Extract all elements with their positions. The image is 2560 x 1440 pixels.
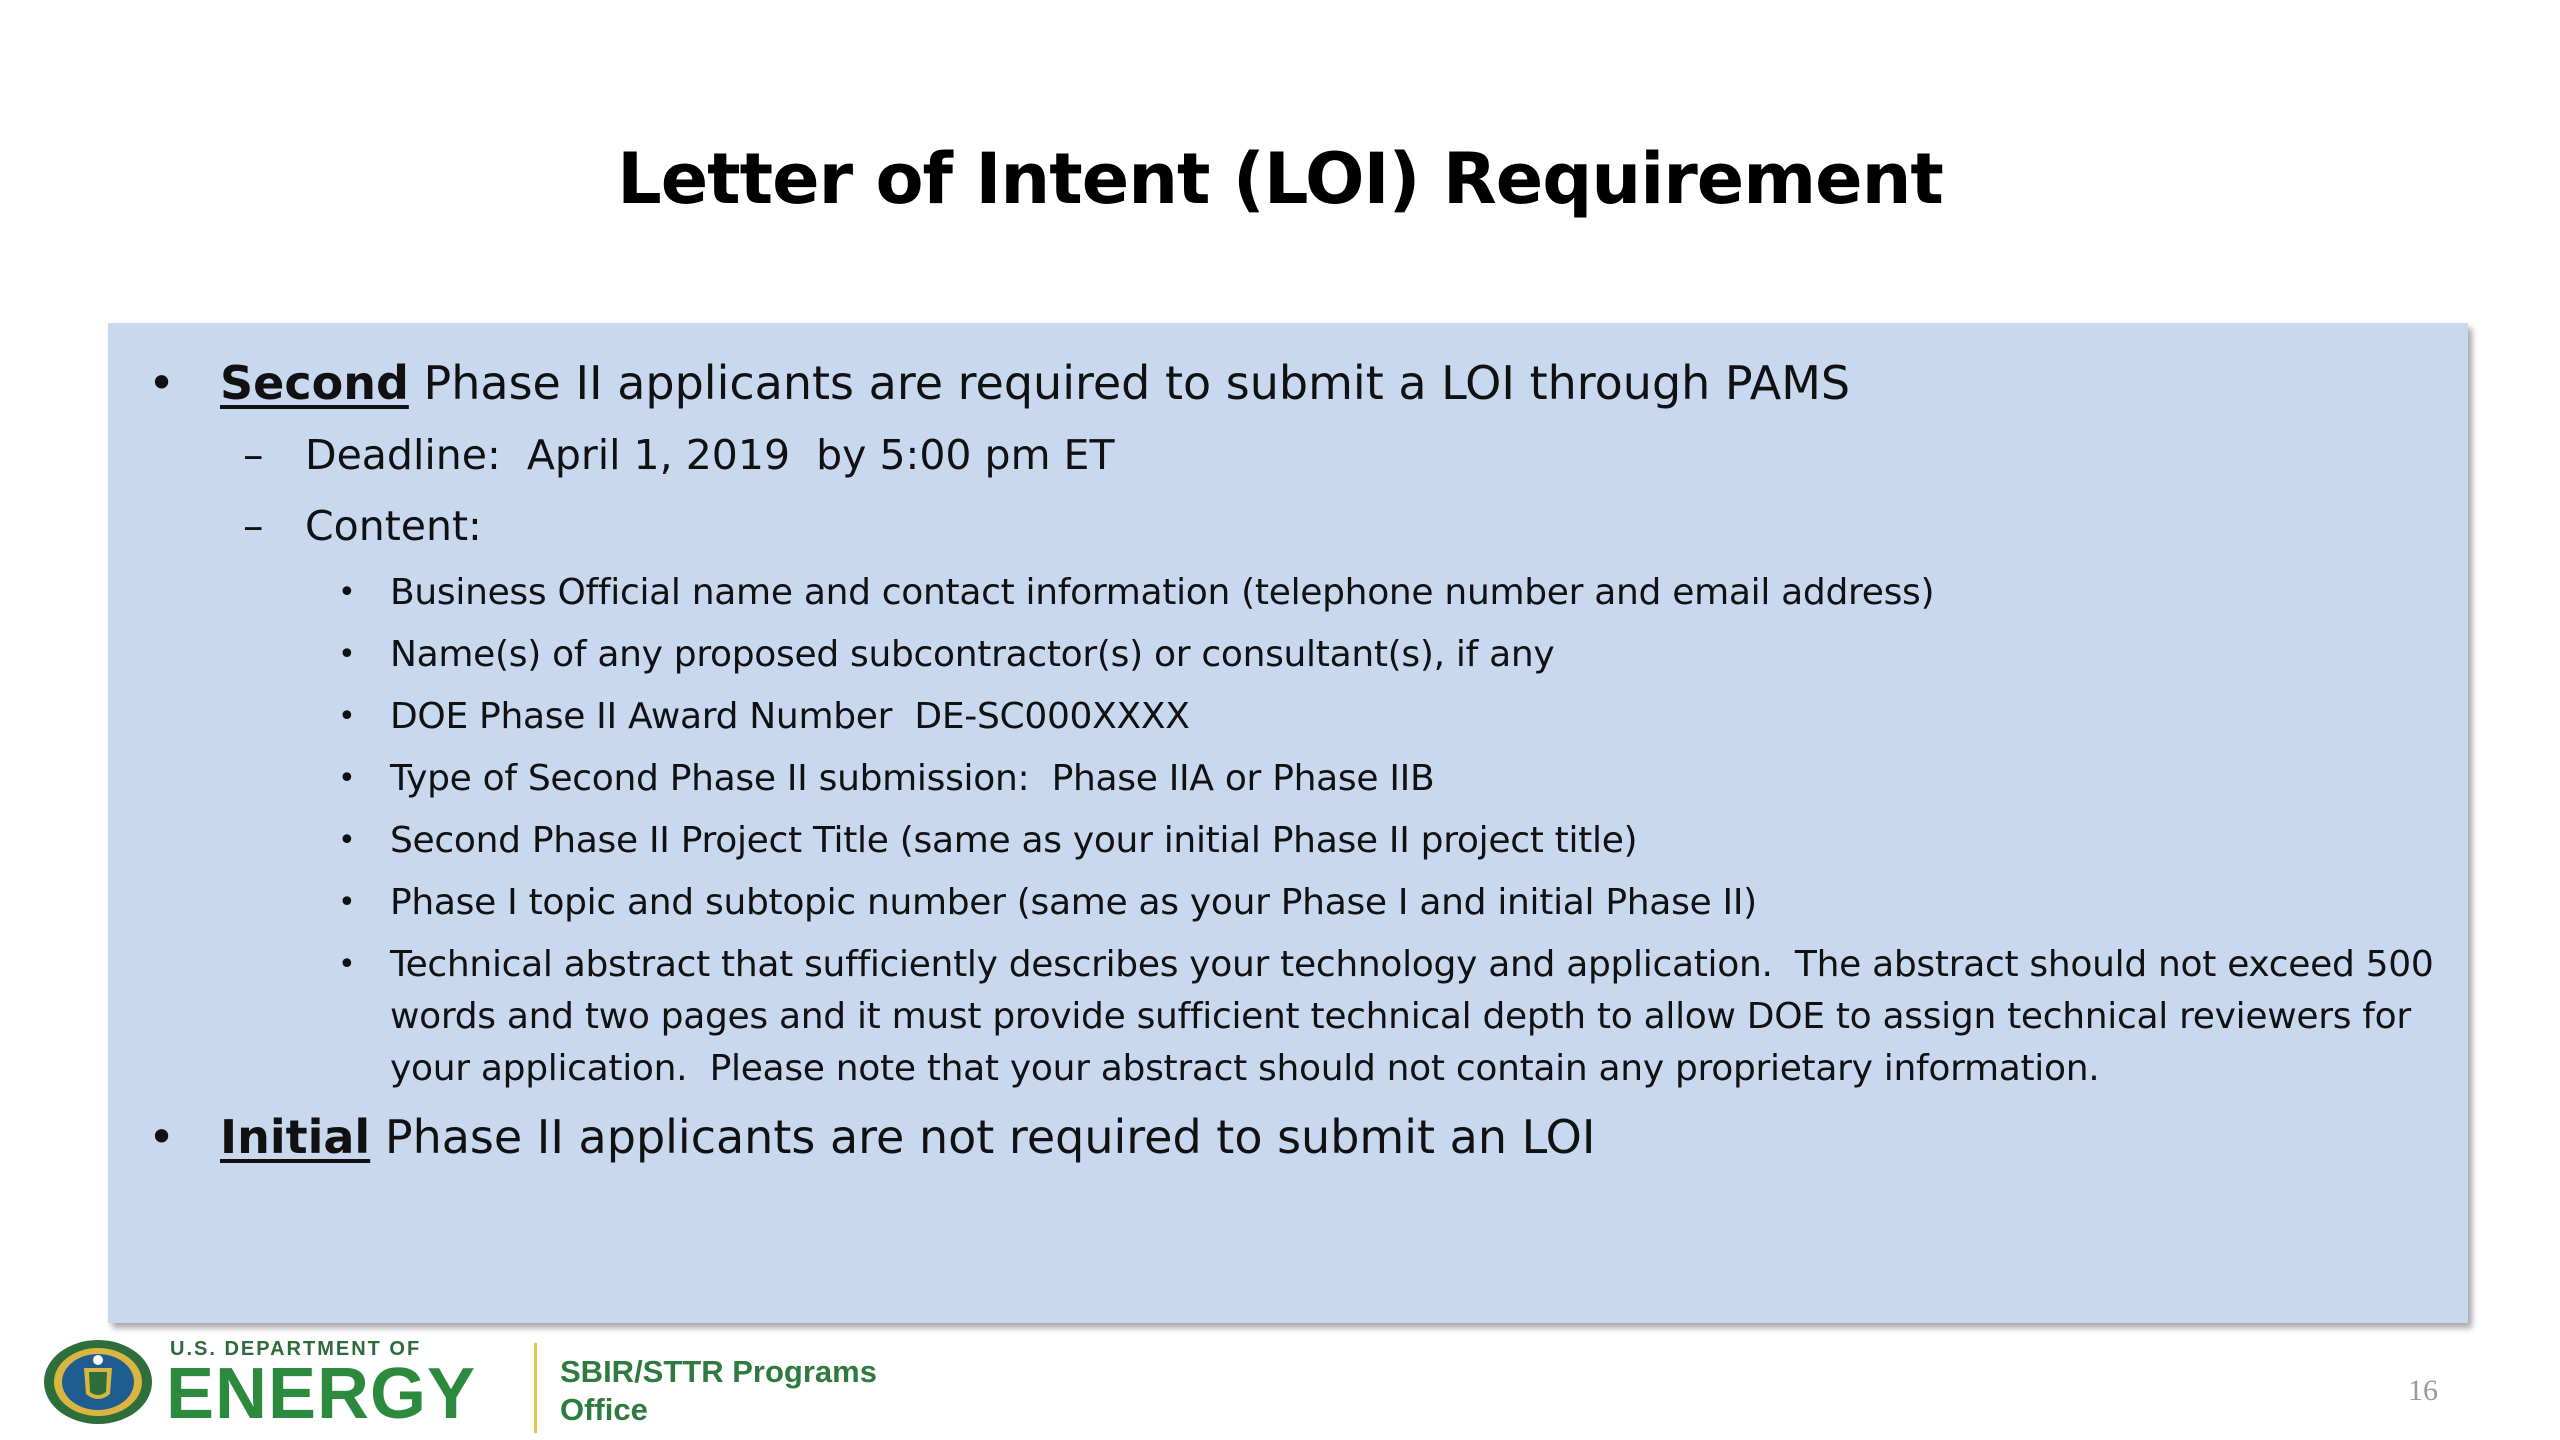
- office-line2: Office: [560, 1392, 648, 1427]
- bullet-marker: •: [338, 761, 356, 796]
- slide-title: Letter of Intent (LOI) Requirement: [617, 138, 1943, 220]
- doe-logo: [42, 1330, 512, 1440]
- list-item-text: Technical abstract that sufficiently describes your technology and application. The abstract should not exceed 500 words and two pages and it must provide sufficient technical depth to allow DOE to assign technical reviewers for your application. Please note that your abstract should not contain any proprietary information.: [390, 944, 2445, 1089]
- bullet-marker: •: [148, 356, 176, 410]
- bullet-marker: •: [148, 1110, 176, 1164]
- list-item-text: Phase I topic and subtopic number (same as your Phase I and initial Phase II): [390, 882, 1757, 923]
- bullet-marker: •: [338, 575, 356, 610]
- doe-seal-icon: [42, 1338, 154, 1426]
- list-item-text: Type of Second Phase II submission: Phase IIA or Phase IIB: [390, 758, 1435, 799]
- list-item-text: Name(s) of any proposed subcontractor(s) or consultant(s), if any: [390, 634, 1555, 675]
- list-item-text: DOE Phase II Award Number DE-SC000XXXX: [390, 696, 1190, 737]
- office-line1: SBIR/STTR Programs: [560, 1354, 877, 1389]
- list-item-text: Business Official name and contact information (telephone number and email address): [390, 572, 1935, 613]
- footer-divider: [534, 1343, 537, 1433]
- bullet-initial-text: Phase II applicants are not required to submit an LOI: [370, 1110, 1596, 1164]
- bullet-marker: •: [338, 947, 356, 982]
- dash-marker: –: [243, 431, 264, 479]
- bullet-marker: •: [338, 885, 356, 920]
- list-item-text: Second Phase II Project Title (same as your initial Phase II project title): [390, 820, 1638, 861]
- emphasis-initial: Initial: [220, 1110, 371, 1164]
- office-name: [560, 1353, 877, 1429]
- bullet-marker: •: [338, 823, 356, 858]
- agency-line2: ENERGY: [166, 1354, 477, 1434]
- deadline-text: Deadline: April 1, 2019 by 5:00 pm ET: [305, 431, 1115, 479]
- agency-line1: U.S. DEPARTMENT OF: [170, 1338, 422, 1360]
- content-label: Content:: [305, 502, 482, 550]
- bullet-second-text: Phase II applicants are required to submit a LOI through PAMS: [408, 356, 1851, 410]
- content-panel: [108, 323, 2468, 1323]
- page-number: 16: [2408, 1374, 2438, 1407]
- bullet-marker: •: [338, 699, 356, 734]
- bullet-marker: •: [338, 637, 356, 672]
- dash-marker: –: [243, 502, 264, 550]
- emphasis-second: Second: [220, 356, 409, 410]
